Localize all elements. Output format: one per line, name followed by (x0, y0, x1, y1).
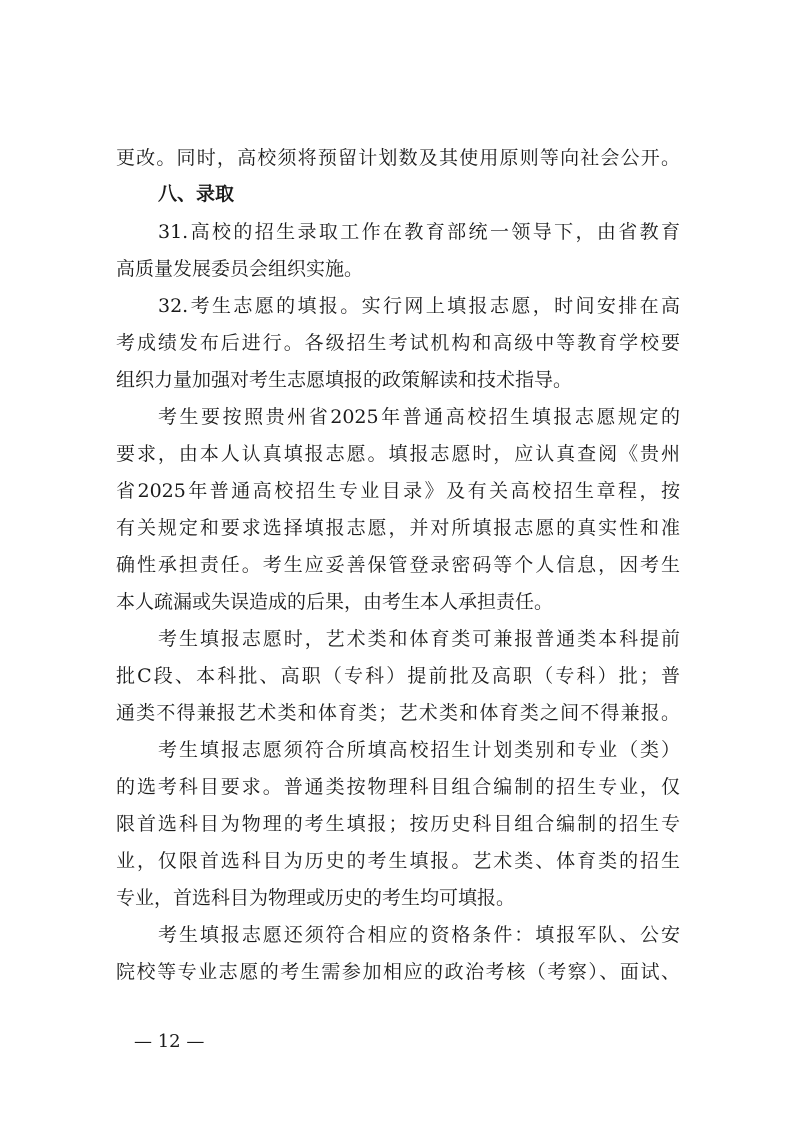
text-line: 限首选科目为物理的考生填报；按历史科目组合编制的招生专 (116, 813, 680, 835)
text-line: 32.考生志愿的填报。实行网上填报志愿，时间安排在高 (158, 295, 680, 317)
text-line: 考生填报志愿时，艺术类和体育类可兼报普通类本科提前 (158, 628, 680, 650)
text-line: 省2025年普通高校招生专业目录》及有关高校招生章程，按 (116, 480, 680, 502)
text-line: 确性承担责任。考生应妥善保管登录密码等个人信息，因考生 (116, 554, 680, 576)
text-line: 更改。同时，高校须将预留计划数及其使用原则等向社会公开。 (116, 147, 680, 169)
text-line: 组织力量加强对考生志愿填报的政策解读和技术指导。 (116, 369, 573, 391)
text-line: 考生填报志愿须符合所填高校招生计划类别和专业（类） (158, 739, 680, 761)
text-line: 要求，由本人认真填报志愿。填报志愿时，应认真查阅《贵州 (116, 443, 680, 465)
text-line: 业，仅限首选科目为历史的考生填报。艺术类、体育类的招生 (116, 850, 680, 872)
text-line: 31.高校的招生录取工作在教育部统一领导下，由省教育 (158, 221, 680, 243)
page-number: — 12 — (134, 1031, 205, 1052)
text-line: 通类不得兼报艺术类和体育类；艺术类和体育类之间不得兼报。 (116, 702, 680, 724)
text-line: 的选考科目要求。普通类按物理科目组合编制的招生专业，仅 (116, 776, 680, 798)
text-line: 批C段、本科批、高职（专科）提前批及高职（专科）批；普 (116, 665, 680, 687)
text-line: 考生要按照贵州省2025年普通高校招生填报志愿规定的 (158, 406, 680, 428)
text-line: 本人疏漏或失误造成的后果，由考生本人承担责任。 (116, 591, 554, 613)
text-line: 考生填报志愿还须符合相应的资格条件：填报军队、公安 (158, 924, 680, 946)
text-line: 考成绩发布后进行。各级招生考试机构和高级中等教育学校要 (116, 332, 680, 354)
text-line: 院校等专业志愿的考生需参加相应的政治考核（考察）、面试、 (116, 961, 680, 983)
section-heading: 八、录取 (158, 183, 235, 205)
text-line: 有关规定和要求选择填报志愿，并对所填报志愿的真实性和准 (116, 517, 680, 539)
text-line: 高质量发展委员会组织实施。 (116, 258, 364, 280)
text-line: 专业，首选科目为物理或历史的考生均可填报。 (116, 887, 516, 909)
